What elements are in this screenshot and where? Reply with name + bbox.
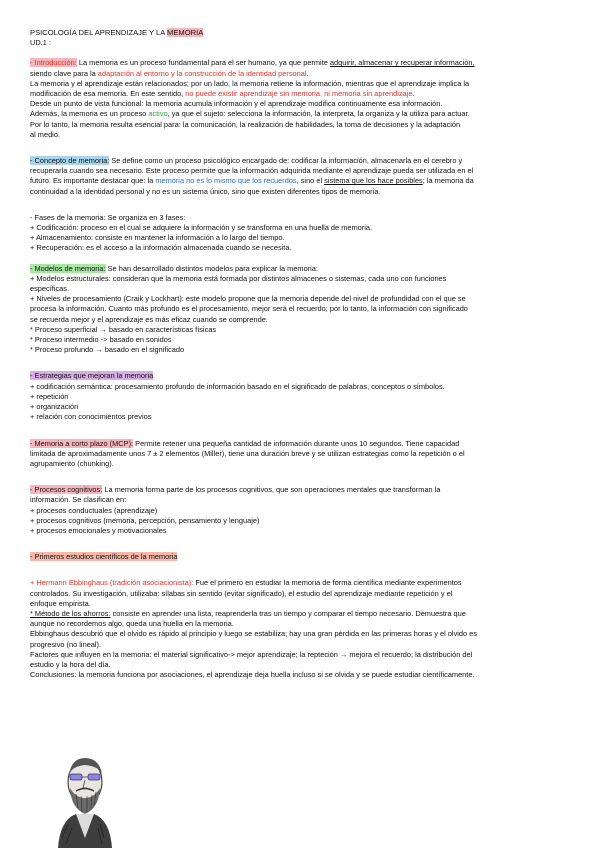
section-introduccion [30, 58, 570, 140]
title-highlight: MEMORIA [167, 28, 204, 37]
text-line: Conclusiones: la memoria funciona por asociaciones, el aprendizaje deja huella incluso si se olvida y se puede estudiar científicamente. [30, 670, 475, 680]
list-item: + organización [30, 402, 79, 412]
title-text: PSICOLOGÍA DEL APRENDIZAJE Y LA [30, 28, 168, 37]
text-line: controlados. Su investigación, utilizaba: sílabas sin sentido (evitar significado), el estudio del aprendizaje mediante repetición y el [30, 588, 453, 598]
text-line: La memoria forma parte de los procesos cognitivos, que son operaciones mentales que transforman la [102, 485, 441, 495]
text-line: , ya que el sujeto: selecciona la información, la interpreta, la organiza y la utiliza para actuar. [167, 109, 470, 119]
section-estrategias [30, 371, 570, 422]
text-line: recuperarla cuando sea necesario. Este proceso permite que la información adquirida mediante el aprendizaje pueda ser utilizada en el [30, 166, 474, 176]
list-item: + relación con conocimientos previos [30, 412, 152, 422]
section-concepto [30, 156, 570, 197]
section-modelos [30, 264, 570, 356]
text-line: ; la memoria da [422, 176, 474, 186]
list-item: específicas. [30, 284, 70, 294]
text-line: información. Se clasifican en: [30, 495, 127, 505]
list-item: * Proceso profundo → basado en el significado [30, 345, 185, 355]
list-item: procesa la información. Cuanto más profundo es el procesamiento, mejor será el recuerdo; por lo tanto, la información con significado [30, 304, 468, 314]
underlined-text: sistema que los hace posibles [324, 176, 423, 186]
section-label: - Estrategias que mejoran la memoria [30, 371, 154, 381]
section-procesos-cognitivos [30, 485, 570, 536]
underlined-text: * Método de los ahorros: [30, 608, 111, 618]
text-line: siendo clave para la [30, 68, 98, 78]
red-text: no puede existir aprendizaje sin memoria, ni memoria sin aprendizaje [185, 89, 413, 99]
section-fases [30, 213, 570, 254]
text-line: . [306, 68, 309, 78]
section-label: - Memoria a corto plazo (MCP): [30, 438, 134, 448]
list-item: + procesos conductuales (aprendizaje) [30, 505, 158, 515]
list-item: + Niveles de procesamiento (Craik y Lockhart): este modelo propone que la memoria depende del nivel de profundidad con el que se [30, 294, 466, 304]
text-line: modificación de esa memoria. En este sentido, [30, 89, 186, 99]
text-line: La memoria es un proceso fundamental para el ser humano, ya que permite [76, 58, 330, 68]
text-line: . [412, 89, 415, 99]
green-text: activo [148, 109, 168, 119]
text-line: La memoria y el aprendizaje están relacionados; por un lado, la memoria retiene la información, mientras que el aprendizaje implica la [30, 78, 470, 88]
document-title [30, 28, 570, 38]
text-line: consiste en aprender una lista, reaprenderla tras un tiempo y comparar el tiempo necesario. Demuestra que [110, 608, 466, 618]
list-item: se recuerda mejor y el aprendizaje es más eficaz cuando se comprende. [30, 314, 268, 324]
list-item: * Proceso intermedio -> basado en sonidos [30, 335, 172, 345]
section-label: - Primeros estudios científicos de la memoria [30, 552, 178, 562]
list-item: + Almacenamiento: consiste en mantener la información a lo largo del tiempo. [30, 233, 285, 243]
list-item: + Recuperación: es el acceso a la información almacenada cuando se necesita. [30, 243, 292, 253]
section-label: - Procesos cognitivos: [30, 485, 103, 495]
text-line: Además, la memoria es un proceso [30, 109, 149, 119]
text-line: estudio y la hora del día. [30, 659, 111, 669]
text-line: futuro. Es importante destacar que: la [30, 176, 156, 186]
text-line: al medio. [30, 129, 60, 139]
text-line: Ebbinghaus descubrió que el olvido es rápido al principio y luego se estabiliza; hay una gran pérdida en las primeras horas y el olvido es [30, 629, 477, 639]
list-item: + repetición [30, 391, 69, 401]
text-line: continuidad a la identidad personal y no es un sistema único, sino que existen diferentes tipos de memoria. [30, 186, 381, 196]
list-item: + procesos cognitivos (memoria, percepción, pensamiento y lenguaje) [30, 515, 260, 525]
section-ebbinghaus [30, 578, 570, 680]
section-label: - Modelos de memoria: [30, 263, 106, 273]
unit-label: UD.1 : [30, 38, 51, 48]
section-title: - Fases de la memoria: Se organiza en 3 fases: [30, 212, 186, 222]
text-line: aunque no recordemos algo, queda una huella en la memoria. [30, 619, 234, 629]
blue-text: memoria no es lo mismo que los recuerdos [155, 176, 297, 186]
section-label: - Introducción: [30, 58, 77, 68]
section-primeros-estudios [30, 552, 570, 562]
list-item: + Modelos estructurales: consideran que la memoria está formada por distintos almacenes o sistemas, cada uno con funciones [30, 273, 447, 283]
text-line: Desde un punto de vista funcional: la memoria acumula información y el aprendizaje modifica continuamente esa información. [30, 99, 443, 109]
text-line: Por lo tanto, la memoria resulta esencial para: la comunicación, la realización de habilidades, la toma de decisiones y la adaptación [30, 119, 461, 129]
text-line: Fue el primero en estudiar la memoria de forma científica mediante experimentos [193, 578, 462, 588]
underlined-text: adquirir, almacenar y recuperar información, [329, 58, 475, 68]
text-line: Se define como un proceso psicológico encargado de: codificar la información, almacenarla en el cerebro y [109, 156, 463, 166]
section-label: + Hermann Ebbinghaus (tradición asociacionista): [30, 578, 194, 588]
text-line: enfoque empirista. [30, 598, 91, 608]
text-line: agrupamiento (chunking). [30, 458, 114, 468]
text-line: limitada de aproximadamente unos 7 ± 2 elementos (Miller), tiene una duración breve y se utilizan estrategias como la repetición o el [30, 448, 465, 458]
red-text: adaptación al entorno y la construcción de la identidad personal [97, 68, 307, 78]
text-line: Se han desarrollado distintos modelos para explicar la memoria: [105, 263, 318, 273]
list-item: + procesos emocionales y motivacionales [30, 525, 167, 535]
list-item: + Codificación: proceso en el cual se adquiere la información y se transforma en una huella de memoria. [30, 223, 373, 233]
text-line: Permite retener una pequeña cantidad de información durante unos 10 segundos. Tiene capacidad [133, 438, 460, 448]
list-item: + codificación semántica: procesamiento profundo de información basado en el significado de palabras, conceptos o símbolos. [30, 381, 445, 391]
section-mcp [30, 439, 570, 470]
section-label: - Concepto de memoria: [30, 156, 110, 166]
text-line: progresivo (no lineal). [30, 639, 102, 649]
text-line: , sino el [296, 176, 325, 186]
portrait-engraving-icon [54, 748, 116, 848]
text-line: Factores que influyen en la memoria: el material significativo-> mejor aprendizaje; la repteción → mejora el recuerdo; la distribución del [30, 649, 473, 659]
list-item: * Proceso superficial → basado en características físicas [30, 324, 217, 334]
